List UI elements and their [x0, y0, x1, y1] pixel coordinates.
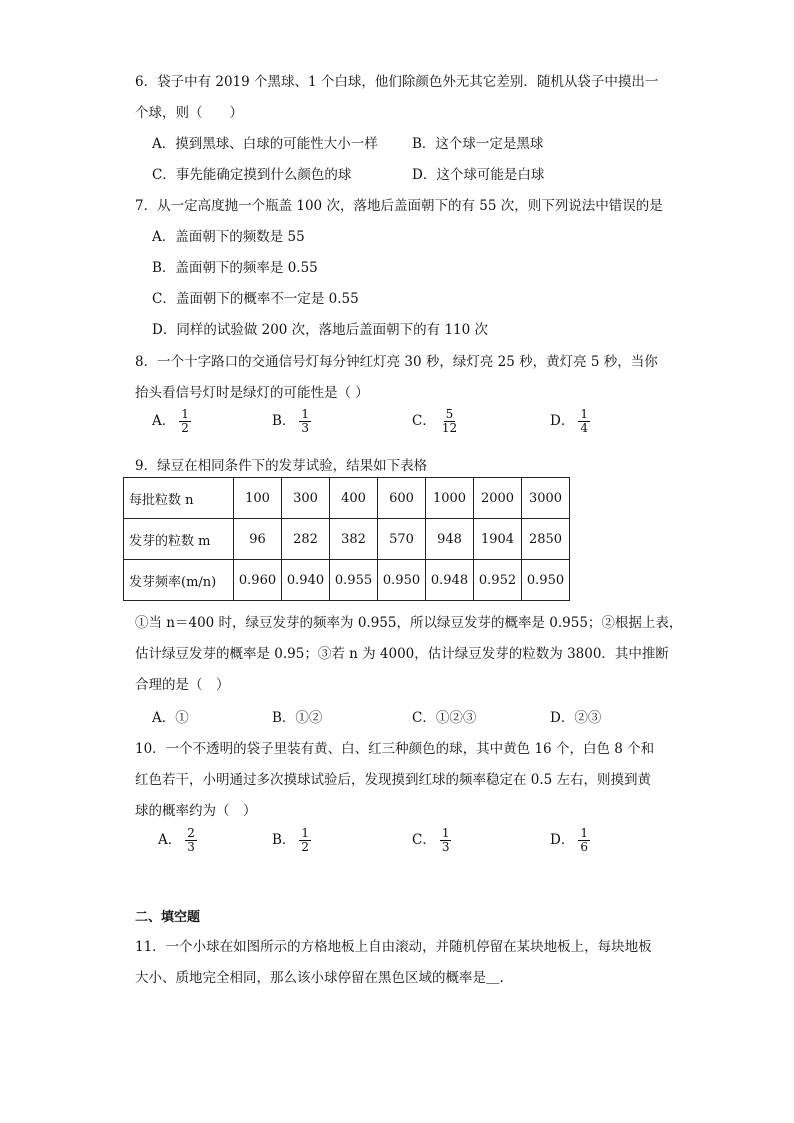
q10-stem-line3: 球的概率约为（ ）	[135, 803, 257, 819]
q6-option-a: A．摸到黑球、白球的可能性大小一样	[152, 136, 378, 152]
q10-option-a	[158, 827, 197, 854]
fraction-denominator: 2	[301, 840, 310, 854]
fraction-numerator: 1	[301, 407, 310, 421]
q6-option-d: D．这个球可能是白球	[412, 167, 545, 183]
q8-option-a-label: A．	[152, 413, 176, 429]
q9-statement-line1: ①当 n＝400 时，绿豆发芽的频率为 0.955，所以绿豆发芽的概率是 0.955；②根据上表，	[135, 615, 683, 631]
table-cell: 0.952	[474, 560, 522, 601]
table-cell: 100	[234, 478, 282, 519]
q6-stem-line2: 个球，则（ ）	[135, 105, 243, 121]
q10-option-c-label: C．	[412, 832, 436, 848]
q6-option-c: C．事先能确定摸到什么颜色的球	[152, 167, 352, 183]
q10-option-d	[550, 827, 590, 854]
q7-option-a: A．盖面朝下的频数是 55	[152, 229, 305, 245]
fraction-denominator: 3	[187, 840, 195, 854]
q9-option-d: D．②③	[550, 710, 602, 726]
q10-option-b-fraction	[299, 827, 311, 854]
q9-statement-line3: 合理的是（ ）	[135, 677, 230, 693]
q7-option-b: B．盖面朝下的频率是 0.55	[152, 260, 318, 276]
fraction-denominator: 6	[580, 840, 588, 854]
q6-option-b: B．这个球一定是黑球	[412, 136, 544, 152]
q8-option-b-fraction	[299, 408, 311, 435]
fraction-numerator: 1	[580, 826, 588, 840]
q11-stem-line1: 11．一个小球在如图所示的方格地板上自由滚动，并随机停留在某块地板上，每块地板	[135, 939, 652, 955]
q10-stem-line1: 10．一个不透明的袋子里装有黄、白、红三种颜色的球，其中黄色 16 个，白色 8 个和	[135, 741, 655, 757]
table-row	[124, 478, 570, 519]
fraction-numerator: 2	[187, 826, 195, 840]
q9-option-a: A．①	[152, 710, 189, 726]
table-cell: 948	[426, 519, 474, 560]
q8-option-d	[550, 408, 590, 435]
fraction-denominator: 2	[181, 421, 189, 435]
table-cell: 3000	[522, 478, 570, 519]
table-cell: 0.950	[378, 560, 426, 601]
fraction-numerator: 1	[441, 826, 450, 840]
fraction-numerator: 1	[181, 407, 189, 421]
fraction-numerator: 1	[301, 826, 310, 840]
q10-option-a-fraction	[185, 827, 197, 854]
table-cell: 1000	[426, 478, 474, 519]
row-header: 发芽的粒数 m	[124, 519, 234, 560]
table-cell: 0.940	[282, 560, 330, 601]
fraction-numerator: 1	[580, 407, 588, 421]
table-cell: 600	[378, 478, 426, 519]
table-cell: 570	[378, 519, 426, 560]
row-header: 每批粒数 n	[124, 478, 234, 519]
table-cell: 0.948	[426, 560, 474, 601]
fraction-denominator: 3	[441, 840, 450, 854]
table-cell: 300	[282, 478, 330, 519]
q10-option-c	[412, 827, 451, 854]
table-cell: 2000	[474, 478, 522, 519]
q8-option-a	[152, 408, 191, 435]
q9-statement-line2: 估计绿豆发芽的概率是 0.95；③若 n 为 4000，估计绿豆发芽的粒数为 3800．其中推断	[135, 646, 669, 662]
table-cell: 0.960	[234, 560, 282, 601]
q8-option-c-label: C．	[412, 413, 436, 429]
fraction-numerator: 5	[445, 407, 454, 421]
q9-option-b: B．①②	[272, 710, 323, 726]
q8-option-b	[272, 408, 311, 435]
table-row	[124, 560, 570, 601]
table-cell: 2850	[522, 519, 570, 560]
fraction-denominator: 4	[580, 421, 588, 435]
q8-option-b-label: B．	[272, 413, 296, 429]
q10-option-d-fraction	[578, 827, 590, 854]
fraction-denominator: 3	[301, 421, 310, 435]
q10-option-c-fraction	[440, 827, 452, 854]
table-cell: 96	[234, 519, 282, 560]
q8-option-c	[412, 408, 459, 435]
q10-option-a-label: A．	[158, 832, 182, 848]
q9-stem: 9．绿豆在相同条件下的发芽试验，结果如下表格	[135, 458, 428, 474]
section-title: 二、填空题	[135, 910, 201, 925]
q7-option-c: C．盖面朝下的概率不一定是 0.55	[152, 291, 359, 307]
q6-stem-line1: 6．袋子中有 2019 个黑球、1 个白球，他们除颜色外无其它差别．随机从袋子中摸出一	[135, 74, 659, 90]
fraction-denominator: 12	[441, 421, 458, 435]
table-cell: 382	[330, 519, 378, 560]
table-row	[124, 519, 570, 560]
q10-option-b	[272, 827, 311, 854]
table-cell: 282	[282, 519, 330, 560]
q9-option-c: C．①②③	[412, 710, 477, 726]
q8-option-d-fraction	[578, 408, 590, 435]
q7-option-d: D．同样的试验做 200 次，落地后盖面朝下的有 110 次	[152, 322, 489, 338]
table-cell: 0.950	[522, 560, 570, 601]
q8-stem-line2: 抬头看信号灯时是绿灯的可能性是（ ）	[135, 385, 369, 401]
table-cell: 1904	[474, 519, 522, 560]
q8-option-a-fraction	[179, 408, 191, 435]
q10-option-b-label: B．	[272, 832, 296, 848]
q8-stem-line1: 8．一个十字路口的交通信号灯每分钟红灯亮 30 秒，绿灯亮 25 秒，黄灯亮 5 秒，当你	[135, 354, 658, 370]
q8-option-c-fraction	[440, 408, 459, 435]
table-cell: 0.955	[330, 560, 378, 601]
table-cell: 400	[330, 478, 378, 519]
q8-option-d-label: D．	[550, 413, 575, 429]
q10-stem-line2: 红色若干，小明通过多次摸球试验后，发现摸到红球的频率稳定在 0.5 左右，则摸到黄	[135, 772, 652, 788]
q11-stem-line2: 大小、质地完全相同，那么该小球停留在黑色区域的概率是＿.	[135, 970, 504, 986]
q10-option-d-label: D．	[550, 832, 575, 848]
germination-table	[123, 477, 570, 601]
row-header: 发芽频率(m/n)	[124, 560, 234, 601]
q7-stem: 7．从一定高度抛一个瓶盖 100 次，落地后盖面朝下的有 55 次，则下列说法中错误的是	[135, 198, 663, 214]
